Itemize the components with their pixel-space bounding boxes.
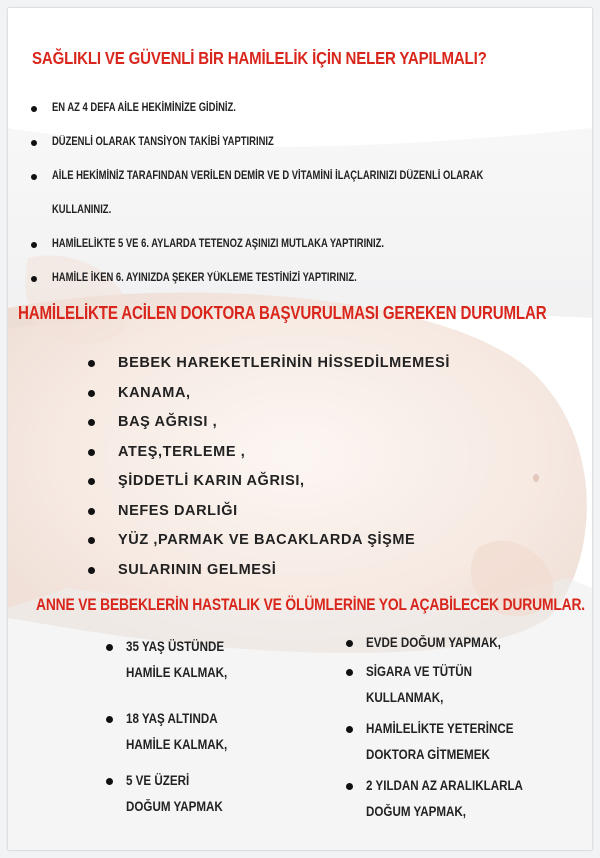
- list-item-text: YÜZ ,PARMAK VE BACAKLARDA ŞİŞME: [118, 532, 416, 548]
- list-item-text: BAŞ AĞRISI ,: [118, 414, 218, 430]
- poster: [8, 8, 592, 850]
- risk-item-text: 2 YILDAN AZ ARALIKLARLA: [366, 778, 523, 793]
- list-item-text: ŞİDDETLİ KARIN AĞRISI,: [118, 473, 305, 489]
- list-item-text: KANAMA,: [118, 384, 191, 401]
- bullet-icon: [346, 726, 353, 733]
- heading-risk-situations: ANNE VE BEBEKLERİN HASTALIK VE ÖLÜMLERİNE YOL AÇABİLECEK DURUMLAR.: [36, 596, 585, 614]
- risk-item-text-continued: DOĞUM YAPMAK: [126, 799, 223, 814]
- bullet-icon: [88, 537, 95, 544]
- list-item-text: BEBEK HAREKETLERİNİN HİSSEDİLMEMESİ: [118, 355, 450, 371]
- bullet-icon: [88, 567, 95, 574]
- risk-item-text-continued: DOKTORA GİTMEMEK: [366, 747, 490, 762]
- risk-item-right: [366, 659, 489, 711]
- bullet-icon: [88, 419, 95, 426]
- list-item-text: DÜZENLİ OLARAK TANSİYON TAKİBİ YAPTIRINIZ: [52, 136, 274, 148]
- risk-item-text-continued: HAMİLE KALMAK,: [126, 737, 228, 752]
- bullet-icon: [31, 140, 37, 146]
- risk-item-left: [126, 706, 244, 758]
- bullet-icon: [88, 390, 95, 397]
- bullet-icon: [346, 783, 353, 790]
- bullet-icon: [106, 644, 113, 651]
- poster-content: [8, 8, 592, 850]
- bullet-icon: [31, 174, 37, 180]
- bullet-icon: [88, 478, 95, 485]
- risk-item-text-continued: HAMİLE KALMAK,: [126, 665, 228, 680]
- list-item-text: AİLE HEKİMİNİZ TARAFINDAN VERİLEN DEMİR VE D VİTAMİNİ İLAÇLARINIZI DÜZENLİ OLARAK: [52, 170, 484, 182]
- heading-healthy-pregnancy: SAĞLIKLI VE GÜVENLİ BİR HAMİLELİK İÇİN NELER YAPILMALI?: [32, 48, 487, 68]
- risk-item-text-continued: KULLANMAK,: [366, 690, 444, 705]
- heading-urgent-doctor-situations: HAMİLELİKTE ACİLEN DOKTORA BAŞVURULMASI GEREKEN DURUMLAR: [18, 303, 547, 323]
- list-item-text: SULARININ GELMESİ: [118, 561, 277, 578]
- risk-item-text: 18 YAŞ ALTINDA: [126, 711, 218, 726]
- list-item-text-continued: KULLANINIZ.: [52, 204, 112, 216]
- risk-item-right: [366, 630, 523, 656]
- risk-item-right: [366, 716, 538, 768]
- list-item-text: HAMİLE İKEN 6. AYINIZDA ŞEKER YÜKLEME TESTİNİZİ YAPTIRINIZ.: [52, 272, 357, 284]
- bullet-icon: [88, 449, 95, 456]
- bullet-icon: [31, 242, 37, 248]
- bullet-icon: [88, 360, 95, 367]
- bullet-icon: [31, 106, 37, 112]
- risk-item-text: 35 YAŞ ÜSTÜNDE: [126, 639, 225, 654]
- risk-item-left: [126, 768, 239, 820]
- risk-item-text: 5 VE ÜZERİ: [126, 773, 190, 788]
- bullet-icon: [346, 669, 353, 676]
- bullet-icon: [346, 640, 353, 647]
- list-item-text: NEFES DARLIĞI: [118, 502, 238, 519]
- list-item-text: EN AZ 4 DEFA AİLE HEKİMİNİZE GİDİNİZ.: [52, 102, 236, 114]
- list-item-text: ATEŞ,TERLEME ,: [118, 443, 246, 460]
- risk-item-left: [126, 634, 244, 686]
- bullet-icon: [106, 778, 113, 785]
- risk-item-text: SİGARA VE TÜTÜN: [366, 664, 473, 679]
- risk-item-text: HAMİLELİKTE YETERİNCE: [366, 721, 514, 736]
- bullet-icon: [106, 716, 113, 723]
- risk-item-text-continued: DOĞUM YAPMAK,: [366, 804, 467, 819]
- list-item-text: HAMİLELİKTE 5 VE 6. AYLARDA TETENOZ AŞINIZI MUTLAKA YAPTIRINIZ.: [52, 238, 384, 250]
- bullet-icon: [31, 276, 37, 282]
- bullet-icon: [88, 508, 95, 515]
- risk-item-text: EVDE DOĞUM YAPMAK,: [366, 635, 501, 650]
- risk-item-right: [366, 773, 549, 825]
